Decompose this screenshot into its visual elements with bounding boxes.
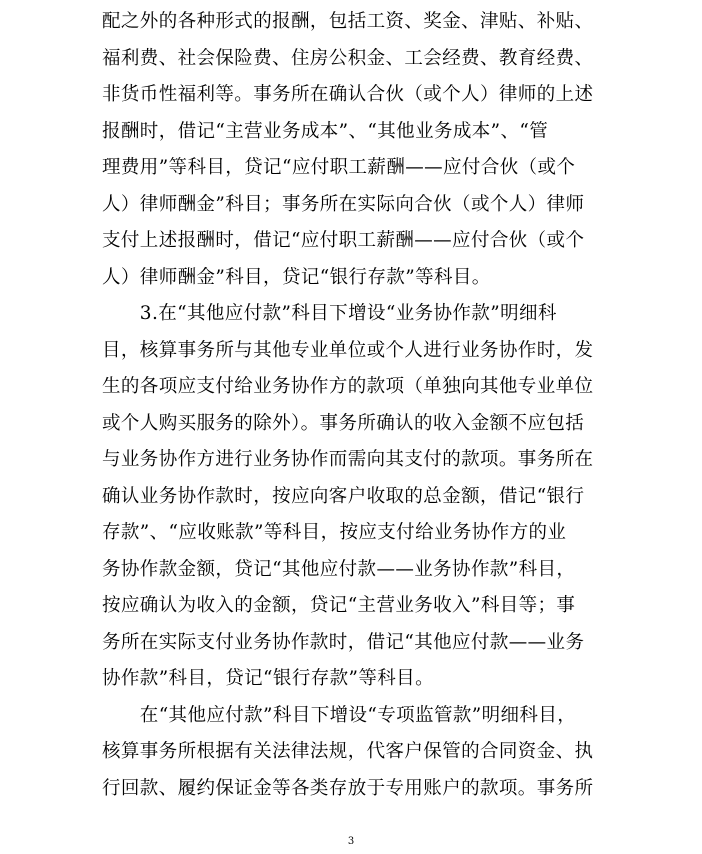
body-text	[102, 4, 602, 807]
text-line: 非货币性福利等。事务所在确认合伙（或个人）律师的上述	[102, 84, 594, 105]
text-line: 目，核算事务所与其他专业单位或个人进行业务协作时，发	[102, 339, 594, 361]
text-line: 行回款、履约保证金等各类存放于专用账户的款项。事务所	[102, 777, 594, 799]
text-line: 核算事务所根据有关法律法规，代客户保管的合同资金、执	[102, 741, 594, 762]
text-line: 福利费、社会保险费、住房公积金、工会经费、教育经费、	[102, 47, 594, 69]
paragraph-3-start: 3.在“其他应付款”科目下增设“业务协作款”明细科	[102, 303, 557, 324]
text-line: 与业务协作方进行业务协作而需向其支付的款项。事务所在	[102, 449, 594, 470]
text-line: 人）律师酬金”科目；事务所在实际向合伙（或个人）律师	[102, 193, 585, 215]
text-line: 人）律师酬金”科目，贷记“银行存款”等科目。	[102, 266, 491, 288]
text-line: 或个人购买服务的除外）。事务所确认的收入金额不应包括	[102, 412, 585, 434]
text-line: 配之外的各种形式的报酬，包括工资、奖金、津贴、补贴、	[102, 11, 594, 32]
text-line: 确认业务协作款时，按应向客户收取的总金额，借记“银行	[102, 485, 585, 507]
text-line: 按应确认为收入的金额，贷记“主营业务收入”科目等；事	[102, 595, 576, 616]
text-line: 支付上述报酬时，借记“应付职工薪酬——应付合伙（或个	[102, 230, 585, 251]
text-line: 报酬时，借记“主营业务成本”、“其他业务成本”、“管	[102, 120, 549, 142]
text-line: 存款”、“应收账款”等科目，按应支付给业务协作方的业	[102, 522, 567, 543]
text-line: 理费用”等科目，贷记“应付职工薪酬——应付合伙（或个	[102, 157, 576, 178]
text-line: 生的各项应支付给业务协作方的款项（单独向其他专业单位	[102, 376, 594, 397]
text-line: 务所在实际支付业务协作款时，借记“其他应付款——业务	[102, 631, 585, 653]
page-number: 3	[347, 836, 355, 847]
text-line: 务协作款金额，贷记“其他应付款——业务协作款”科目，	[102, 558, 576, 580]
paragraph-4-start: 在“其他应付款”科目下增设“专项监管款”明细科目，	[102, 704, 577, 726]
text-line: 协作款”科目，贷记“银行存款”等科目。	[102, 668, 434, 689]
